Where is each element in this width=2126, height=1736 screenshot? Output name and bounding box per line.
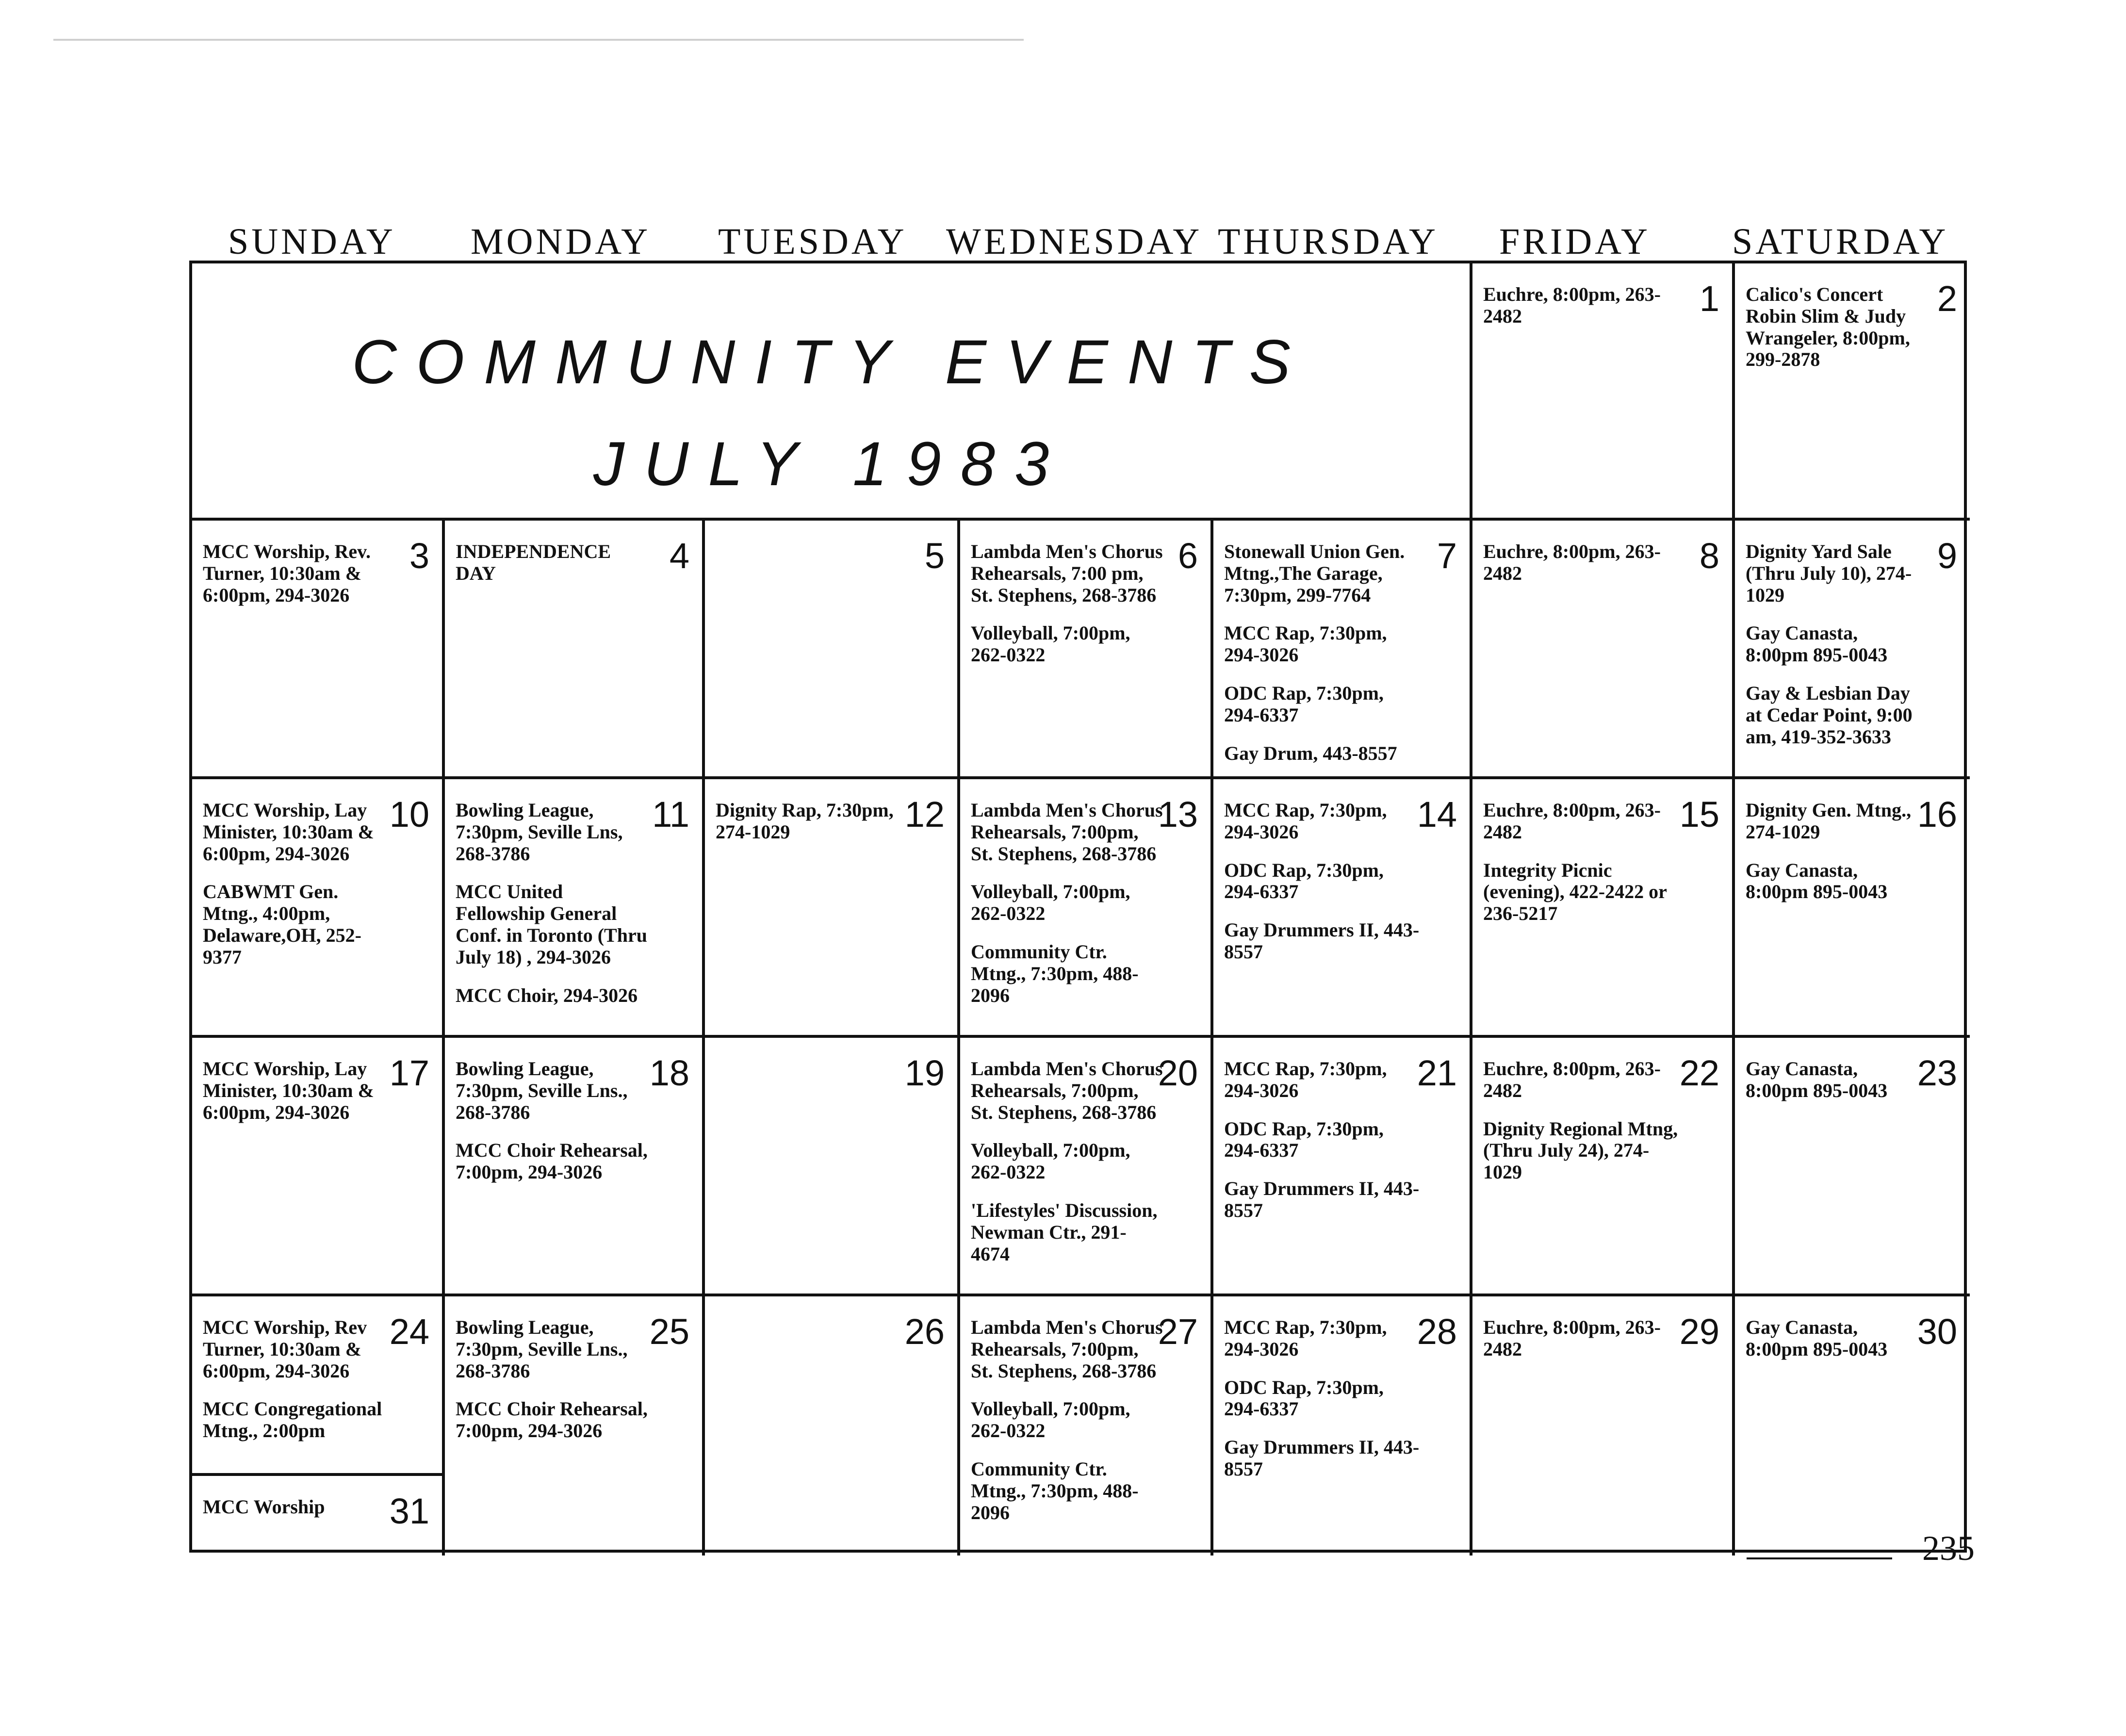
day-number: 22 [1679, 1053, 1719, 1093]
event-entry: Euchre, 8:00pm, 263-2482 [1483, 799, 1661, 843]
day-cell-21 [1213, 1038, 1472, 1296]
scan-edge-line [53, 39, 1024, 41]
day-events [1746, 541, 1922, 748]
day-events [456, 800, 654, 1006]
page-number: 235 [1922, 1529, 1975, 1568]
event-entry: Lambda Men's Chorus Rehearsals, 7:00pm, St. Stephens, 268-3786 [971, 1316, 1163, 1382]
event-entry: Gay Canasta, 8:00pm 895-0043 [1746, 1058, 1888, 1101]
weekday-header-tuesday: TUESDAY [718, 221, 907, 262]
day-cell-24-31 [192, 1296, 445, 1556]
day-number: 29 [1679, 1311, 1719, 1352]
day-cell-5 [705, 521, 960, 779]
day-number: 30 [1917, 1311, 1957, 1352]
day-cell-31 [192, 1476, 442, 1556]
day-number: 10 [389, 794, 429, 835]
day-cell-11 [445, 779, 705, 1038]
calendar-title: COMMUNITY EVENTS [352, 328, 1310, 397]
day-cell-2 [1735, 263, 1970, 521]
event-entry: Gay Canasta, 8:00pm 895-0043 [1746, 859, 1888, 903]
day-events [1224, 1058, 1422, 1222]
day-cell-14 [1213, 779, 1472, 1038]
event-entry: Gay Canasta, 8:00pm 895-0043 [1746, 1316, 1888, 1360]
calendar-month-year: JULY 1983 [593, 429, 1069, 499]
event-entry: Euchre, 8:00pm, 263-2482 [1483, 283, 1661, 327]
day-cell-19 [705, 1038, 960, 1296]
day-events [456, 541, 654, 585]
event-entry: Integrity Picnic (evening), 422-2422 or 236-5217 [1483, 859, 1667, 925]
day-events [1483, 1058, 1684, 1183]
weekday-header-friday: FRIDAY [1499, 221, 1651, 262]
event-entry: MCC Choir, 294-3026 [456, 984, 638, 1006]
day-number: 8 [1699, 536, 1719, 576]
day-events [716, 800, 910, 843]
event-entry: MCC Worship, Rev. Turner, 10:30am & 6:00pm, 294-3026 [203, 540, 371, 606]
day-number: 9 [1937, 536, 1957, 576]
day-cell-1 [1472, 263, 1735, 521]
day-cell-29 [1472, 1296, 1735, 1556]
day-number: 17 [389, 1053, 429, 1093]
day-events [1483, 800, 1684, 925]
day-number: 11 [652, 794, 689, 835]
day-number: 31 [389, 1491, 429, 1531]
day-cell-8 [1472, 521, 1735, 779]
day-events [1224, 800, 1422, 963]
event-entry: Lambda Men's Chorus Rehearsals, 7:00pm, St. Stephens, 268-3786 [971, 1058, 1163, 1123]
day-events [971, 1058, 1163, 1265]
event-entry: Gay Canasta, 8:00pm 895-0043 [1746, 622, 1888, 666]
event-entry: MCC Choir Rehearsal, 7:00pm, 294-3026 [456, 1139, 648, 1183]
event-entry: Dignity Regional Mtng, (Thru July 24), 274-1029 [1483, 1117, 1678, 1183]
event-entry: Lambda Men's Chorus Rehearsals, 7:00 pm, St. Stephens, 268-3786 [971, 540, 1163, 606]
event-entry: Dignity Gen. Mtng., 274-1029 [1746, 799, 1912, 843]
event-entry: MCC Worship, Lay Minister, 10:30am & 6:00pm, 294-3026 [203, 1058, 374, 1123]
day-events [203, 541, 394, 606]
day-cell-7 [1213, 521, 1472, 779]
event-entry: Gay & Lesbian Day at Cedar Point, 9:00 am, 419-352-3633 [1746, 682, 1913, 748]
event-entry: Bowling League, 7:30pm, Seville Lns., 268-3786 [456, 1316, 628, 1382]
day-number: 16 [1917, 794, 1957, 835]
day-number: 2 [1937, 278, 1957, 319]
event-entry: Euchre, 8:00pm, 263-2482 [1483, 540, 1661, 584]
event-entry: INDEPENDENCE DAY [456, 540, 611, 584]
event-entry: Volleyball, 7:00pm, 262-0322 [971, 881, 1130, 925]
day-events [1483, 1317, 1684, 1360]
calendar-grid [189, 261, 1967, 1553]
day-cell-4 [445, 521, 705, 779]
page-rule [1747, 1557, 1892, 1559]
event-entry: 'Lifestyles' Discussion, Newman Ctr., 291-4674 [971, 1199, 1158, 1265]
weekday-header-monday: MONDAY [471, 221, 651, 262]
day-cell-23 [1735, 1038, 1970, 1296]
event-entry: Bowling League, 7:30pm, Seville Lns., 268-3786 [456, 1058, 628, 1123]
day-cell-30 [1735, 1296, 1970, 1556]
day-number: 27 [1158, 1311, 1198, 1352]
day-number: 5 [924, 536, 945, 576]
event-entry: Lambda Men's Chorus Rehearsals, 7:00pm, St. Stephens, 268-3786 [971, 799, 1163, 865]
event-entry: Gay Drummers II, 443-8557 [1224, 919, 1420, 963]
day-number: 4 [669, 536, 689, 576]
day-events [971, 541, 1163, 666]
event-entry: Volleyball, 7:00pm, 262-0322 [971, 1398, 1130, 1442]
event-entry: MCC Worship, Lay Minister, 10:30am & 6:00pm, 294-3026 [203, 799, 374, 865]
day-events [1483, 284, 1684, 328]
day-number: 3 [409, 536, 429, 576]
day-events [1224, 1317, 1422, 1480]
event-entry: Community Ctr. Mtng., 7:30pm, 488-2096 [971, 1458, 1139, 1523]
day-cell-20 [960, 1038, 1213, 1296]
day-events [971, 800, 1163, 1006]
day-number: 15 [1679, 794, 1719, 835]
day-cell-10 [192, 779, 445, 1038]
day-events [203, 1496, 394, 1518]
day-number: 6 [1177, 536, 1198, 576]
day-cell-22 [1472, 1038, 1735, 1296]
event-entry: MCC Worship, Rev Turner, 10:30am & 6:00pm, 294-3026 [203, 1316, 367, 1382]
weekday-header-row [189, 221, 1960, 264]
day-number: 20 [1158, 1053, 1198, 1093]
event-entry: Volleyball, 7:00pm, 262-0322 [971, 622, 1130, 666]
event-entry: Volleyball, 7:00pm, 262-0322 [971, 1139, 1130, 1183]
weekday-header-thursday: THURSDAY [1218, 221, 1439, 262]
event-entry: Euchre, 8:00pm, 263-2482 [1483, 1058, 1661, 1101]
day-events [456, 1058, 654, 1183]
day-events [1224, 541, 1422, 764]
day-cell-24 [192, 1296, 442, 1476]
event-entry: MCC Rap, 7:30pm, 294-3026 [1224, 799, 1387, 843]
event-entry: ODC Rap, 7:30pm, 294-6337 [1224, 1376, 1384, 1420]
day-events [971, 1317, 1163, 1523]
event-entry: Stonewall Union Gen. Mtng.,The Garage, 7:30pm, 299-7764 [1224, 540, 1405, 606]
day-cell-15 [1472, 779, 1735, 1038]
day-number: 24 [389, 1311, 429, 1352]
event-entry: MCC Congregational Mtng., 2:00pm [203, 1398, 382, 1442]
day-number: 23 [1917, 1053, 1957, 1093]
day-cell-9 [1735, 521, 1970, 779]
day-number: 21 [1417, 1053, 1457, 1093]
event-entry: MCC Rap, 7:30pm, 294-3026 [1224, 1058, 1387, 1101]
day-number: 28 [1417, 1311, 1457, 1352]
event-entry: Dignity Yard Sale (Thru July 10), 274-1029 [1746, 540, 1912, 606]
calendar-title-block [192, 263, 1472, 521]
day-number: 12 [904, 794, 945, 835]
event-entry: MCC Rap, 7:30pm, 294-3026 [1224, 1316, 1387, 1360]
day-cell-18 [445, 1038, 705, 1296]
day-events [203, 800, 394, 968]
day-number: 7 [1437, 536, 1457, 576]
day-events [203, 1058, 394, 1123]
event-entry: Community Ctr. Mtng., 7:30pm, 488-2096 [971, 940, 1139, 1006]
day-number: 18 [649, 1053, 689, 1093]
event-entry: Dignity Rap, 7:30pm, 274-1029 [716, 799, 894, 843]
day-number: 19 [904, 1053, 945, 1093]
weekday-header-sunday: SUNDAY [228, 221, 396, 262]
event-entry: Gay Drummers II, 443-8557 [1224, 1436, 1420, 1480]
event-entry: MCC Choir Rehearsal, 7:00pm, 294-3026 [456, 1398, 648, 1442]
weekday-header-wednesday: WEDNESDAY [946, 221, 1203, 262]
event-entry: ODC Rap, 7:30pm, 294-6337 [1224, 682, 1384, 726]
event-entry: MCC Rap, 7:30pm, 294-3026 [1224, 622, 1387, 666]
day-number: 13 [1158, 794, 1198, 835]
event-entry: Bowling League, 7:30pm, Seville Lns, 268-3786 [456, 799, 623, 865]
day-cell-13 [960, 779, 1213, 1038]
event-entry: Gay Drummers II, 443-8557 [1224, 1178, 1420, 1221]
day-cell-25 [445, 1296, 705, 1556]
day-cell-16 [1735, 779, 1970, 1038]
day-cell-28 [1213, 1296, 1472, 1556]
day-events [456, 1317, 654, 1442]
day-cell-17 [192, 1038, 445, 1296]
day-events [203, 1317, 394, 1442]
day-events [1746, 284, 1922, 371]
event-entry: MCC Worship [203, 1496, 325, 1518]
event-entry: Gay Drum, 443-8557 [1224, 742, 1397, 764]
day-number: 14 [1417, 794, 1457, 835]
day-cell-6 [960, 521, 1213, 779]
day-cell-26 [705, 1296, 960, 1556]
event-entry: CABWMT Gen. Mtng., 4:00pm, Delaware,OH, 252-9377 [203, 881, 361, 968]
day-cell-27 [960, 1296, 1213, 1556]
event-entry: ODC Rap, 7:30pm, 294-6337 [1224, 859, 1384, 903]
day-events [1746, 1058, 1922, 1102]
day-cell-12 [705, 779, 960, 1038]
day-events [1483, 541, 1684, 585]
day-number: 25 [649, 1311, 689, 1352]
weekday-header-saturday: SATURDAY [1732, 221, 1949, 262]
event-entry: MCC United Fellowship General Conf. in Toronto (Thru July 18) , 294-3026 [456, 881, 647, 968]
day-events [1746, 1317, 1922, 1360]
day-cell-3 [192, 521, 445, 779]
day-number: 1 [1699, 278, 1719, 319]
event-entry: Calico's Concert Robin Slim & Judy Wrangeler, 8:00pm, 299-2878 [1746, 283, 1910, 371]
event-entry: ODC Rap, 7:30pm, 294-6337 [1224, 1117, 1384, 1162]
day-number: 26 [904, 1311, 945, 1352]
day-events [1746, 800, 1922, 903]
event-entry: Euchre, 8:00pm, 263-2482 [1483, 1316, 1661, 1360]
